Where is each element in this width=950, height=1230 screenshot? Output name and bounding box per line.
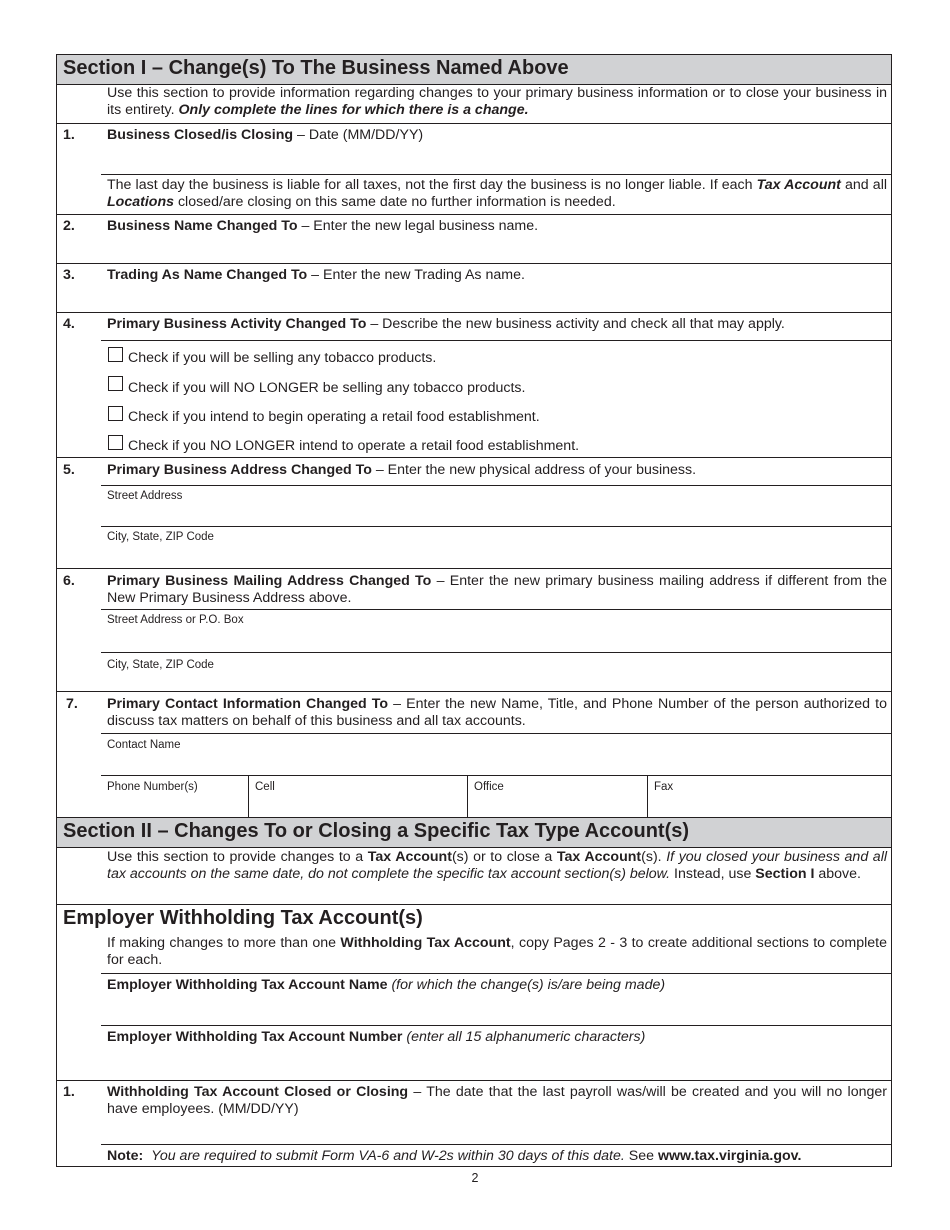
item-2-number: 2. [63,218,75,234]
withholding-closed-date-field[interactable] [101,1119,891,1144]
item-1-label: Business Closed/is Closing – Date (MM/DD/YY) [107,127,424,143]
withholding-account-number-field[interactable] [101,1026,891,1079]
city-state-zip-label: City, State, ZIP Code [107,531,214,543]
phone-numbers-label: Phone Number(s) [107,781,198,793]
employer-withholding-intro: If making changes to more than one Withholding Tax Account, copy Pages 2 - 3 to create additional sections to complete for each. [107,935,887,968]
item-3-label: Trading As Name Changed To – Enter the new Trading As name. [107,267,525,283]
item-4-label: Primary Business Activity Changed To – Describe the new business activity and check all that may apply. [107,316,785,332]
office-label: Office [474,781,504,793]
mailing-street-label: Street Address or P.O. Box [107,614,244,626]
cell-label: Cell [255,781,275,793]
tobacco-selling-checkbox[interactable] [108,347,123,362]
mailing-city-state-zip-label: City, State, ZIP Code [107,659,214,671]
trading-as-name-field[interactable] [101,285,891,312]
retail-food-begin-checkbox[interactable] [108,406,123,421]
form-page [56,54,892,1167]
item-6-label: Primary Business Mailing Address Changed To – Enter the new primary business mailing address if different from the New Primary Business Address above. [107,573,887,606]
item-6-number: 6. [63,573,75,589]
fax-label: Fax [654,781,674,793]
item-4-number: 4. [63,316,75,332]
item-7-number: 7. [66,696,78,712]
section-1-title: Section I – Change(s) To The Business Named Above [63,57,569,79]
fax-field[interactable] [648,776,891,817]
business-name-field[interactable] [101,236,891,263]
section-1-intro-note: Only complete the lines for which there is a change. [178,102,529,118]
office-phone-field[interactable] [468,776,647,817]
section-2-header [57,817,891,848]
withholding-account-name-field[interactable] [101,974,891,1025]
business-closed-date-field[interactable] [101,145,891,173]
item-7-label: Primary Contact Information Changed To – Enter the new Name, Title, and Phone Number of the person authorized to discuss tax matters on behalf of this business and all tax accounts. [107,696,887,729]
contact-name-label: Contact Name [107,739,181,751]
item-1-note: The last day the business is liable for all taxes, not the first day the business is no longer liable. If each Tax Account and all Locations closed/are closing on this same date no further information is needed. [107,177,887,210]
checkbox-label: Check if you will be selling any tobacco products. [128,350,437,366]
mailing-street-field[interactable] [101,610,891,651]
withholding-closed-label: Withholding Tax Account Closed or Closing – The date that the last payroll was/will be created and you will no longer have employees. (MM/DD/YY) [107,1084,887,1117]
section-2-title: Section II – Changes To or Closing a Specific Tax Type Account(s) [63,820,690,842]
withholding-account-number-label: Employer Withholding Tax Account Number (enter all 15 alphanumeric characters) [107,1029,646,1045]
section-1-intro [107,85,887,119]
withholding-item-1-number: 1. [63,1084,75,1100]
retail-food-no-longer-checkbox[interactable] [108,435,123,450]
item-2-label: Business Name Changed To – Enter the new legal business name. [107,218,539,234]
section-2-intro: Use this section to provide changes to a Tax Account(s) or to close a Tax Account(s). If you closed your business and all tax accounts on the same date, do not complete the specific tax account section(s) below. Instead, use Section I above. [107,849,887,882]
street-address-field[interactable] [101,486,891,526]
item-5-number: 5. [63,462,75,478]
checkbox-label: Check if you intend to begin operating a retail food establishment. [128,409,540,425]
item-5-label: Primary Business Address Changed To – Enter the new physical address of your business. [107,462,697,478]
checkbox-label: Check if you will NO LONGER be selling any tobacco products. [128,380,526,396]
withholding-account-name-label: Employer Withholding Tax Account Name (for which the change(s) is/are being made) [107,977,666,993]
section-1-intro-text: Use this section to provide information regarding changes to your primary business information or to close your business in its entirety. [107,85,887,118]
mailing-city-state-zip-field[interactable] [101,653,891,691]
item-1-number: 1. [63,127,75,143]
contact-name-field[interactable] [101,734,891,774]
checkbox-label: Check if you NO LONGER intend to operate a retail food establishment. [128,438,580,454]
withholding-note: Note: You are required to submit Form VA-6 and W-2s within 30 days of this date. See www.tax.virginia.gov. [107,1148,802,1164]
section-1-header [57,55,891,85]
tobacco-no-longer-checkbox[interactable] [108,376,123,391]
city-state-zip-field[interactable] [101,527,891,567]
page-number: 2 [471,1171,479,1185]
item-3-number: 3. [63,267,75,283]
employer-withholding-title: Employer Withholding Tax Account(s) [63,907,423,929]
street-address-label: Street Address [107,490,183,502]
cell-phone-field[interactable] [249,776,467,817]
